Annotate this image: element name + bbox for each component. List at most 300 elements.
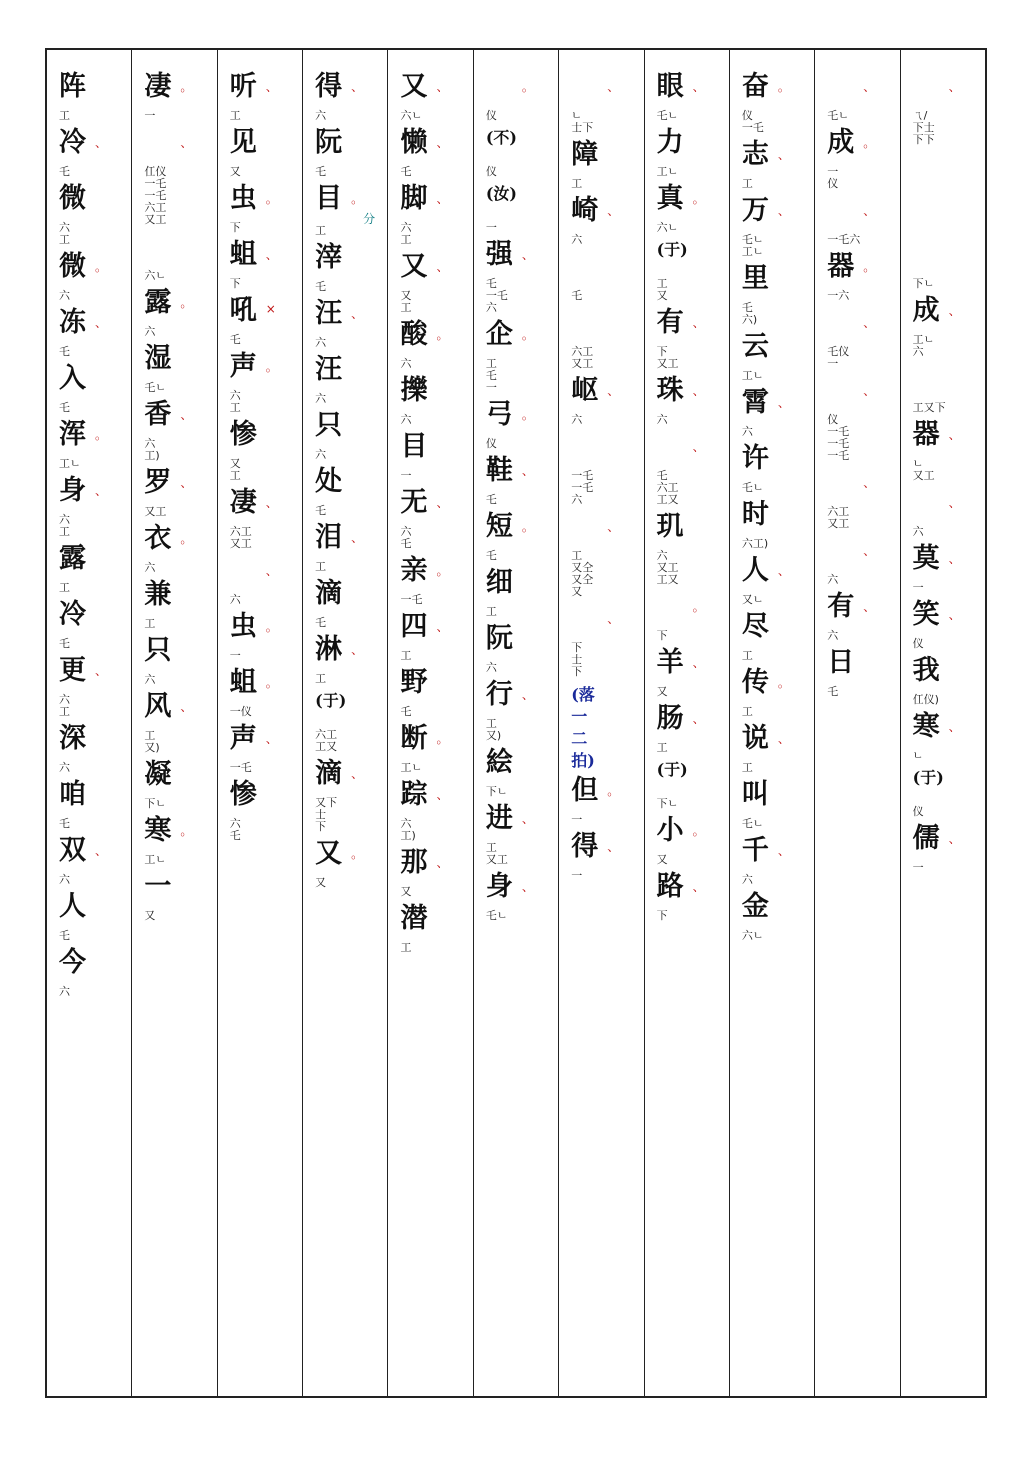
gongche-notation: 乇ㄴ 工ㄴ (741, 233, 764, 258)
gongche-notation: 六 (400, 357, 412, 370)
lyric-char: 惨 (229, 419, 257, 450)
lyric-cell (827, 648, 863, 688)
beat-mark: 、 (777, 844, 790, 858)
lyric-char: 尽 (741, 611, 769, 642)
beat-mark: 、 (948, 720, 961, 734)
lyric-cell (400, 724, 448, 764)
lyric-cell (400, 184, 448, 224)
lyric-cell (59, 252, 107, 292)
lyric-cell (230, 72, 278, 112)
gongche-notation: 六 (144, 561, 156, 574)
gongche-notation: 一乇六 (827, 233, 861, 246)
gongche-notation: 仪 (485, 437, 497, 450)
gongche-notation: 乇ㄴ (485, 909, 508, 922)
gongche-notation: 工 又工 (485, 841, 508, 866)
lyric-char: 吼 (229, 295, 257, 326)
beat-mark: 、 (95, 664, 108, 678)
lyric-char: 断 (400, 723, 428, 754)
lyric-cell (400, 848, 448, 888)
gongche-notation: 乇 一乇 六 (485, 277, 508, 314)
lyric-char: 露 (59, 543, 87, 574)
lyric-char: 弓 (485, 399, 513, 430)
lyric-cell (571, 308, 607, 348)
lyric-char: 双 (59, 835, 87, 866)
gongche-notation: 工 (315, 672, 327, 685)
lyric-cell (230, 184, 278, 224)
lyric-cell (315, 411, 351, 451)
lyric-char: 浑 (59, 419, 87, 450)
lyric-cell (315, 635, 363, 675)
gongche-notation: 乇 (59, 637, 71, 650)
beat-mark: 、 (436, 260, 449, 274)
beat-mark: 、 (180, 476, 193, 490)
lyric-char: 虫 (229, 611, 257, 642)
gongche-notation: 下 (229, 221, 241, 234)
lyric-cell (486, 72, 534, 112)
lyric-char: 人 (741, 555, 769, 586)
beat-mark: 、 (863, 204, 876, 218)
score-column (131, 50, 216, 1396)
beat-mark: 、 (351, 643, 364, 657)
score-column (217, 50, 302, 1396)
beat-mark: 。 (351, 847, 364, 861)
gongche-notation: 下 (656, 909, 668, 922)
lyric-char: (于) (656, 760, 688, 779)
beat-mark: 、 (607, 384, 620, 398)
beat-mark: × (265, 302, 276, 316)
lyric-char: 目 (315, 183, 343, 214)
gongche-notation: 一 (912, 861, 924, 874)
gongche-notation: 一 (912, 581, 924, 594)
lyric-char: 但 (571, 775, 599, 806)
lyric-cell (230, 488, 278, 528)
lyric-char: 我 (912, 655, 940, 686)
gongche-notation: 工ㄴ (656, 165, 679, 178)
gongche-notation: 六 (400, 413, 412, 426)
lyric-char: 今 (59, 947, 87, 978)
beat-mark: 。 (95, 260, 108, 274)
gongche-notation: 六工) (741, 537, 769, 550)
lyric-cell (827, 592, 875, 632)
gongche-notation: 六 (315, 336, 327, 349)
lyric-char: 冻 (59, 307, 87, 338)
lyric-char: 亲 (400, 555, 428, 586)
gongche-notation: 乇ㄴ (144, 381, 167, 394)
lyric-cell (913, 768, 949, 808)
lyric-cell (59, 308, 107, 348)
score-column (814, 50, 899, 1396)
lyric-cell (59, 420, 107, 460)
beat-mark: 、 (777, 396, 790, 410)
beat-mark: 、 (351, 531, 364, 545)
lyric-cell (315, 579, 351, 619)
gongche-notation: 乇 (59, 165, 71, 178)
lyric-char: 得 (315, 71, 343, 102)
lyric-cell (913, 72, 961, 112)
lyric-cell (657, 308, 705, 348)
lyric-char: 又 (315, 838, 343, 869)
lyric-cell (913, 240, 949, 280)
lyric-char: 滴 (315, 758, 343, 789)
beat-mark: 、 (180, 700, 193, 714)
lyric-char: 四 (400, 611, 428, 642)
beat-mark: 。 (180, 296, 193, 310)
lyric-char: 咱 (59, 779, 87, 810)
gongche-notation: 又下 士 下 (315, 796, 338, 833)
lyric-cell (742, 780, 778, 820)
gongche-notation: 下 (229, 277, 241, 290)
beat-mark: 、 (436, 136, 449, 150)
lyric-char: 进 (485, 803, 513, 834)
lyric-cell (571, 376, 619, 416)
gongche-notation: 六ㄴ (400, 109, 423, 122)
lyric-cell (913, 420, 961, 460)
lyric-char: 成 (827, 127, 855, 158)
beat-mark: 、 (521, 812, 534, 826)
beat-mark: 。 (180, 532, 193, 546)
lyric-cell (742, 140, 790, 180)
gongche-notation: 乇 (485, 493, 497, 506)
lyric-cell (230, 296, 276, 336)
gongche-notation: 工 又仝 又仝 又 (571, 549, 594, 598)
lyric-char: 潜 (400, 903, 428, 934)
lyric-char: 香 (144, 399, 172, 430)
beat-mark: 、 (863, 544, 876, 558)
gongche-notation: 六 (144, 673, 156, 686)
gongche-notation: 工ㄴ (741, 369, 764, 382)
lyric-cell (571, 72, 619, 112)
lyric-cell (315, 128, 351, 168)
lyric-char: 人 (59, 891, 87, 922)
gongche-notation: 仪 一乇 一乇 一乇 (827, 413, 850, 462)
beat-mark: 、 (521, 248, 534, 262)
lyric-cell (144, 872, 180, 912)
gongche-notation: 下ㄴ (656, 797, 679, 810)
gongche-notation: 乇 (400, 705, 412, 718)
lyric-char: 千 (741, 835, 769, 866)
beat-mark: 。 (521, 408, 534, 422)
lyric-char: 成 (912, 295, 940, 326)
lyric-cell (144, 760, 180, 800)
gongche-notation: 六 乇 (400, 525, 412, 550)
gongche-notation: 六ㄴ (656, 221, 679, 234)
lyric-char: 小 (656, 815, 684, 846)
beat-mark: 。 (521, 328, 534, 342)
beat-mark: 、 (265, 564, 278, 578)
gongche-notation: 乇 (571, 289, 583, 302)
lyric-cell (827, 376, 875, 416)
beat-mark: 。 (436, 732, 449, 746)
lyric-cell (400, 488, 448, 528)
beat-mark: 、 (692, 316, 705, 330)
lyric-char: 力 (656, 127, 684, 158)
lyric-cell (742, 72, 790, 112)
beat-mark: 。 (180, 80, 193, 94)
lyric-cell (59, 364, 95, 404)
beat-mark: 。 (95, 428, 108, 442)
gongche-notation: 一乇 一乇 六 (571, 469, 594, 506)
lyric-cell (400, 252, 448, 292)
lyric-cell (486, 400, 534, 440)
lyric-char: 泪 (315, 522, 343, 553)
lyric-char: 听 (229, 71, 257, 102)
gongche-notation: 六ㄴ (144, 269, 167, 282)
beat-mark: 、 (436, 856, 449, 870)
beat-mark: 、 (863, 600, 876, 614)
lyric-cell (913, 296, 961, 336)
lyric-cell (486, 568, 522, 608)
score-column (47, 50, 131, 1396)
beat-mark: 。 (692, 192, 705, 206)
lyric-cell (144, 816, 192, 856)
gloss-note: 分 (363, 212, 376, 226)
lyric-char: (于) (656, 240, 688, 259)
lyric-char: 寒 (144, 815, 172, 846)
lyric-cell (59, 780, 95, 820)
beat-mark: 、 (692, 440, 705, 454)
beat-mark: 、 (265, 732, 278, 746)
lyric-cell (144, 636, 180, 676)
score-column (387, 50, 472, 1396)
gongche-notation: 一 (571, 869, 583, 882)
lyric-cell (657, 376, 705, 416)
lyric-char: 声 (229, 723, 257, 754)
lyric-char: 懒 (400, 127, 428, 158)
lyric-char: (落一二拍) (571, 685, 595, 770)
beat-mark: 。 (436, 328, 449, 342)
gongche-notation: 乇 (59, 817, 71, 830)
lyric-char: 又 (400, 251, 428, 282)
gongche-notation: 六 (485, 661, 497, 674)
lyric-cell (59, 544, 95, 584)
gongche-notation: 六 (315, 448, 327, 461)
gongche-notation: 下 又工 (656, 345, 679, 370)
beat-mark: 、 (265, 80, 278, 94)
gongche-notation: ㄴ 又工 (912, 457, 935, 482)
gongche-notation: 六 (571, 233, 583, 246)
lyric-char: 珠 (656, 375, 684, 406)
beat-mark: 。 (180, 824, 193, 838)
lyric-cell (230, 668, 278, 708)
lyric-cell (315, 355, 351, 395)
gongche-notation: 工ㄴ 六 (912, 333, 935, 358)
lyric-cell (827, 536, 875, 576)
lyric-char: 阮 (315, 127, 343, 158)
gongche-notation: 六 (571, 413, 583, 426)
lyric-cell (59, 836, 107, 876)
gongche-notation: 六 工 (59, 693, 71, 718)
lyric-cell (230, 556, 278, 596)
lyric-cell (486, 240, 534, 280)
lyric-char: 寒 (912, 711, 940, 742)
lyric-cell (742, 264, 778, 304)
beat-mark: 。 (436, 564, 449, 578)
lyric-cell (571, 432, 607, 472)
lyric-cell (59, 184, 95, 224)
lyric-cell (400, 612, 448, 652)
beat-mark: 、 (180, 408, 193, 422)
gongche-notation: 乇 (485, 549, 497, 562)
gongche-notation: 工ㄴ (400, 761, 423, 774)
beat-mark: 、 (777, 148, 790, 162)
score-column (558, 50, 643, 1396)
beat-mark: 、 (607, 612, 620, 626)
lyric-cell (315, 467, 351, 507)
gongche-notation: 六 工 (59, 221, 71, 246)
beat-mark: 、 (692, 880, 705, 894)
gongche-notation: 乇 (229, 333, 241, 346)
lyric-char: 虫 (229, 183, 257, 214)
gongche-notation: 乇 (315, 616, 327, 629)
lyric-char: 身 (485, 871, 513, 902)
lyric-char: 叫 (741, 779, 769, 810)
lyric-char: 短 (485, 511, 513, 542)
gongche-notation: 一 (400, 469, 412, 482)
lyric-char: 只 (144, 635, 172, 666)
gongche-notation: 又 (656, 853, 668, 866)
beat-mark: 、 (95, 136, 108, 150)
gongche-notation: 乇 (315, 165, 327, 178)
lyric-char: 湿 (144, 343, 172, 374)
gongche-notation: 工 (485, 605, 497, 618)
lyric-char: 凄 (144, 71, 172, 102)
gongche-notation: 六 (315, 109, 327, 122)
gongche-notation: 一乇 (229, 761, 252, 774)
gongche-notation: 六 (59, 761, 71, 774)
lyric-cell (657, 72, 705, 112)
beat-mark: 、 (180, 136, 193, 150)
lyric-cell (742, 612, 778, 652)
beat-mark: 、 (436, 620, 449, 634)
lyric-char: 只 (315, 410, 343, 441)
gongche-notation: 又 (144, 909, 156, 922)
beat-mark: 。 (607, 784, 620, 798)
gongche-notation: 又工 (144, 505, 167, 518)
gongche-notation: 又ㄴ (741, 593, 764, 606)
lyric-char: 玑 (656, 511, 684, 542)
beat-mark: 、 (436, 80, 449, 94)
gongche-notation: 工 (144, 617, 156, 630)
lyric-char: 行 (485, 679, 513, 710)
beat-mark: 。 (265, 676, 278, 690)
lyric-cell (486, 872, 534, 912)
gongche-notation: 工 (741, 705, 753, 718)
lyric-char: 那 (400, 847, 428, 878)
lyric-char: 声 (229, 351, 257, 382)
lyric-cell (486, 804, 534, 844)
gongche-notation: ㄟ/ 下士 下下 (912, 109, 935, 146)
lyric-cell (827, 128, 875, 168)
beat-mark: 、 (692, 384, 705, 398)
beat-mark: 、 (777, 204, 790, 218)
lyric-cell (657, 128, 693, 168)
beat-mark: 。 (521, 520, 534, 534)
notation-score (45, 48, 987, 1398)
score-column (729, 50, 814, 1396)
lyric-char: 有 (827, 591, 855, 622)
lyric-cell (913, 600, 961, 640)
lyric-char: 羊 (656, 647, 684, 678)
gongche-notation: 乇 (315, 504, 327, 517)
lyric-cell (315, 523, 363, 563)
lyric-char: 酸 (400, 319, 428, 350)
beat-mark: 、 (351, 80, 364, 94)
gongche-notation: 又 (400, 885, 412, 898)
lyric-cell (400, 432, 436, 472)
gongche-notation: 六 工 (400, 221, 412, 246)
beat-mark: 、 (521, 464, 534, 478)
lyric-cell (657, 512, 693, 552)
lyric-cell (59, 724, 95, 764)
lyric-cell (657, 240, 693, 280)
beat-mark: 、 (863, 80, 876, 94)
gongche-notation: 六 (741, 873, 753, 886)
gongche-notation: 工又下 (912, 401, 946, 414)
beat-mark: 、 (521, 880, 534, 894)
gongche-notation: 仜仪 一乇 一乇 六工 又工 (144, 165, 167, 226)
lyric-char: 说 (741, 723, 769, 754)
lyric-char: 阵 (59, 71, 87, 102)
lyric-char: 处 (315, 466, 343, 497)
gongche-notation: 六 (144, 325, 156, 338)
lyric-cell (571, 776, 619, 816)
lyric-char: 万 (741, 195, 769, 226)
gongche-notation: 工 (400, 941, 412, 954)
gongche-notation: 六 (827, 629, 839, 642)
gongche-notation: 六 (741, 425, 753, 438)
gongche-notation: 六工 又工 (229, 525, 252, 550)
beat-mark: 、 (948, 496, 961, 510)
gongche-notation: 工 (400, 649, 412, 662)
beat-mark: 、 (351, 307, 364, 321)
lyric-cell (144, 288, 192, 328)
lyric-char: 深 (59, 723, 87, 754)
lyric-char: 无 (400, 487, 428, 518)
lyric-char: 笑 (912, 599, 940, 630)
lyric-cell (400, 128, 448, 168)
lyric-char: 汪 (315, 354, 343, 385)
beat-mark: 、 (436, 192, 449, 206)
gongche-notation: 一 (571, 813, 583, 826)
lyric-cell (400, 556, 448, 596)
lyric-char: 露 (144, 287, 172, 318)
lyric-char: 金 (741, 891, 769, 922)
gongche-notation: 一 (485, 221, 497, 234)
gongche-notation: 工 又) (485, 717, 502, 742)
lyric-cell (230, 128, 266, 168)
lyric-cell (59, 128, 107, 168)
lyric-char: (于) (912, 768, 944, 787)
lyric-cell (144, 524, 192, 564)
lyric-char: 目 (400, 431, 428, 462)
gongche-notation: 工 (741, 649, 753, 662)
lyric-cell (486, 512, 534, 552)
lyric-cell (59, 72, 95, 112)
lyric-cell (486, 128, 522, 168)
lyric-cell (742, 388, 790, 428)
lyric-cell (657, 816, 705, 856)
gongche-notation: 工 (571, 177, 583, 190)
lyric-cell (913, 712, 961, 752)
gongche-notation: 乇仪 一 (827, 345, 850, 370)
beat-mark: 、 (521, 688, 534, 702)
lyric-cell (59, 476, 107, 516)
gongche-notation: 一 (229, 649, 241, 662)
beat-mark: 、 (607, 80, 620, 94)
gongche-notation: 一六 (827, 289, 850, 302)
score-column (302, 50, 387, 1396)
beat-mark: 。 (351, 192, 364, 206)
